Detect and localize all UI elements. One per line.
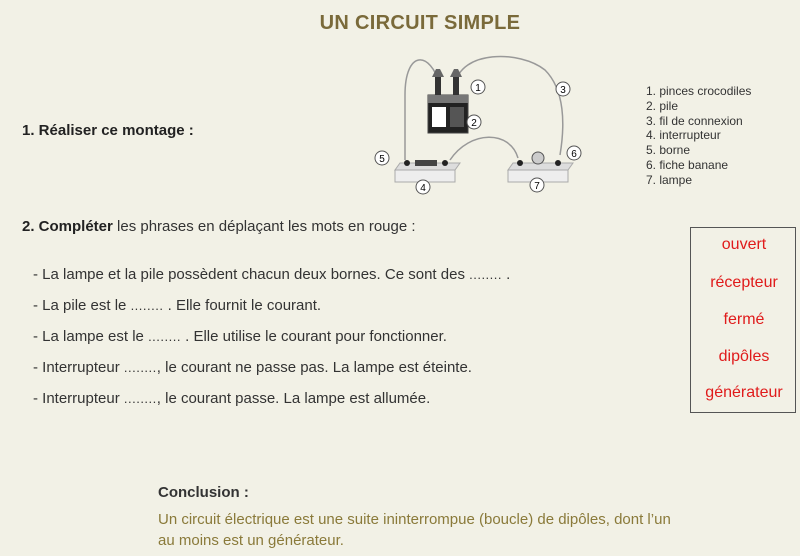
drop-blank[interactable]: ........ (123, 391, 157, 406)
marker-2 (467, 115, 481, 129)
svg-text:6: 6 (571, 149, 577, 160)
drop-blank[interactable]: ........ (469, 267, 503, 282)
sentence-2: - La pile est le ........ . Elle fournit le courant. (33, 297, 322, 314)
marker-3 (556, 82, 570, 96)
legend-item: 5. borne (646, 143, 691, 158)
sentence-4: - Interrupteur ........, le courant ne passe pas. La lampe est éteinte. (33, 359, 472, 376)
marker-4 (416, 180, 430, 194)
svg-text:4: 4 (420, 183, 426, 194)
connection-wire (450, 137, 518, 160)
marker-7 (530, 178, 544, 192)
legend (646, 84, 751, 188)
draggable-word-ouvert[interactable]: ouvert (721, 236, 767, 253)
legend-item: 4. interrupteur (646, 128, 721, 143)
drop-blank[interactable]: ........ (148, 329, 181, 344)
legend-item: 2. pile (646, 98, 679, 113)
marker-6 (567, 146, 581, 160)
draggable-word-generateur[interactable]: générateur (705, 384, 783, 401)
circuit-diagram (370, 55, 590, 200)
page-title: UN CIRCUIT SIMPLE (319, 12, 521, 34)
draggable-word-recepteur[interactable]: récepteur (710, 274, 778, 291)
legend-item: 6. fiche banane (646, 157, 729, 172)
drop-blank[interactable]: ........ (130, 298, 164, 313)
lamp-bulb (532, 152, 544, 164)
legend-item: 1. pinces crocodiles (646, 84, 752, 98)
conclusion-title: Conclusion : (158, 484, 249, 501)
step-1-heading: 1. Réaliser ce montage : (22, 122, 194, 139)
svg-text:1: 1 (475, 83, 481, 94)
switch-lever (415, 160, 437, 166)
word-bank (690, 227, 796, 413)
connection-wire (455, 56, 563, 155)
svg-text:5: 5 (379, 154, 385, 165)
svg-text:2: 2 (471, 118, 477, 129)
step-2-heading: 2. Compléter les phrases en déplaçant les mots en rouge : (22, 218, 416, 235)
sentence-3: - La lampe est le ........ . Elle utilise le courant pour fonctionner. (33, 328, 447, 345)
sentence-5: - Interrupteur ........, le courant passe. La lampe est allumée. (33, 390, 431, 407)
crocodile-clip (453, 77, 459, 95)
svg-text:7: 7 (534, 181, 540, 192)
svg-text:3: 3 (560, 85, 566, 96)
conclusion-text: Un circuit électrique est une suite ininterrompue (boucle) de dipôles, dont l’un au moins est un générateur. (158, 511, 671, 549)
marker-5 (375, 151, 389, 165)
legend-item: 3. fil de connexion (646, 113, 743, 128)
legend-item: 7. lampe (646, 172, 693, 187)
draggable-word-ferme[interactable]: fermé (723, 311, 765, 328)
draggable-word-dipoles[interactable]: dipôles (718, 348, 770, 365)
sentence-1: - La lampe et la pile possèdent chacun deux bornes. Ce sont des ........ . (33, 266, 511, 283)
crocodile-clip (435, 77, 441, 95)
marker-1 (471, 80, 485, 94)
drop-blank[interactable]: ........ (123, 360, 157, 375)
